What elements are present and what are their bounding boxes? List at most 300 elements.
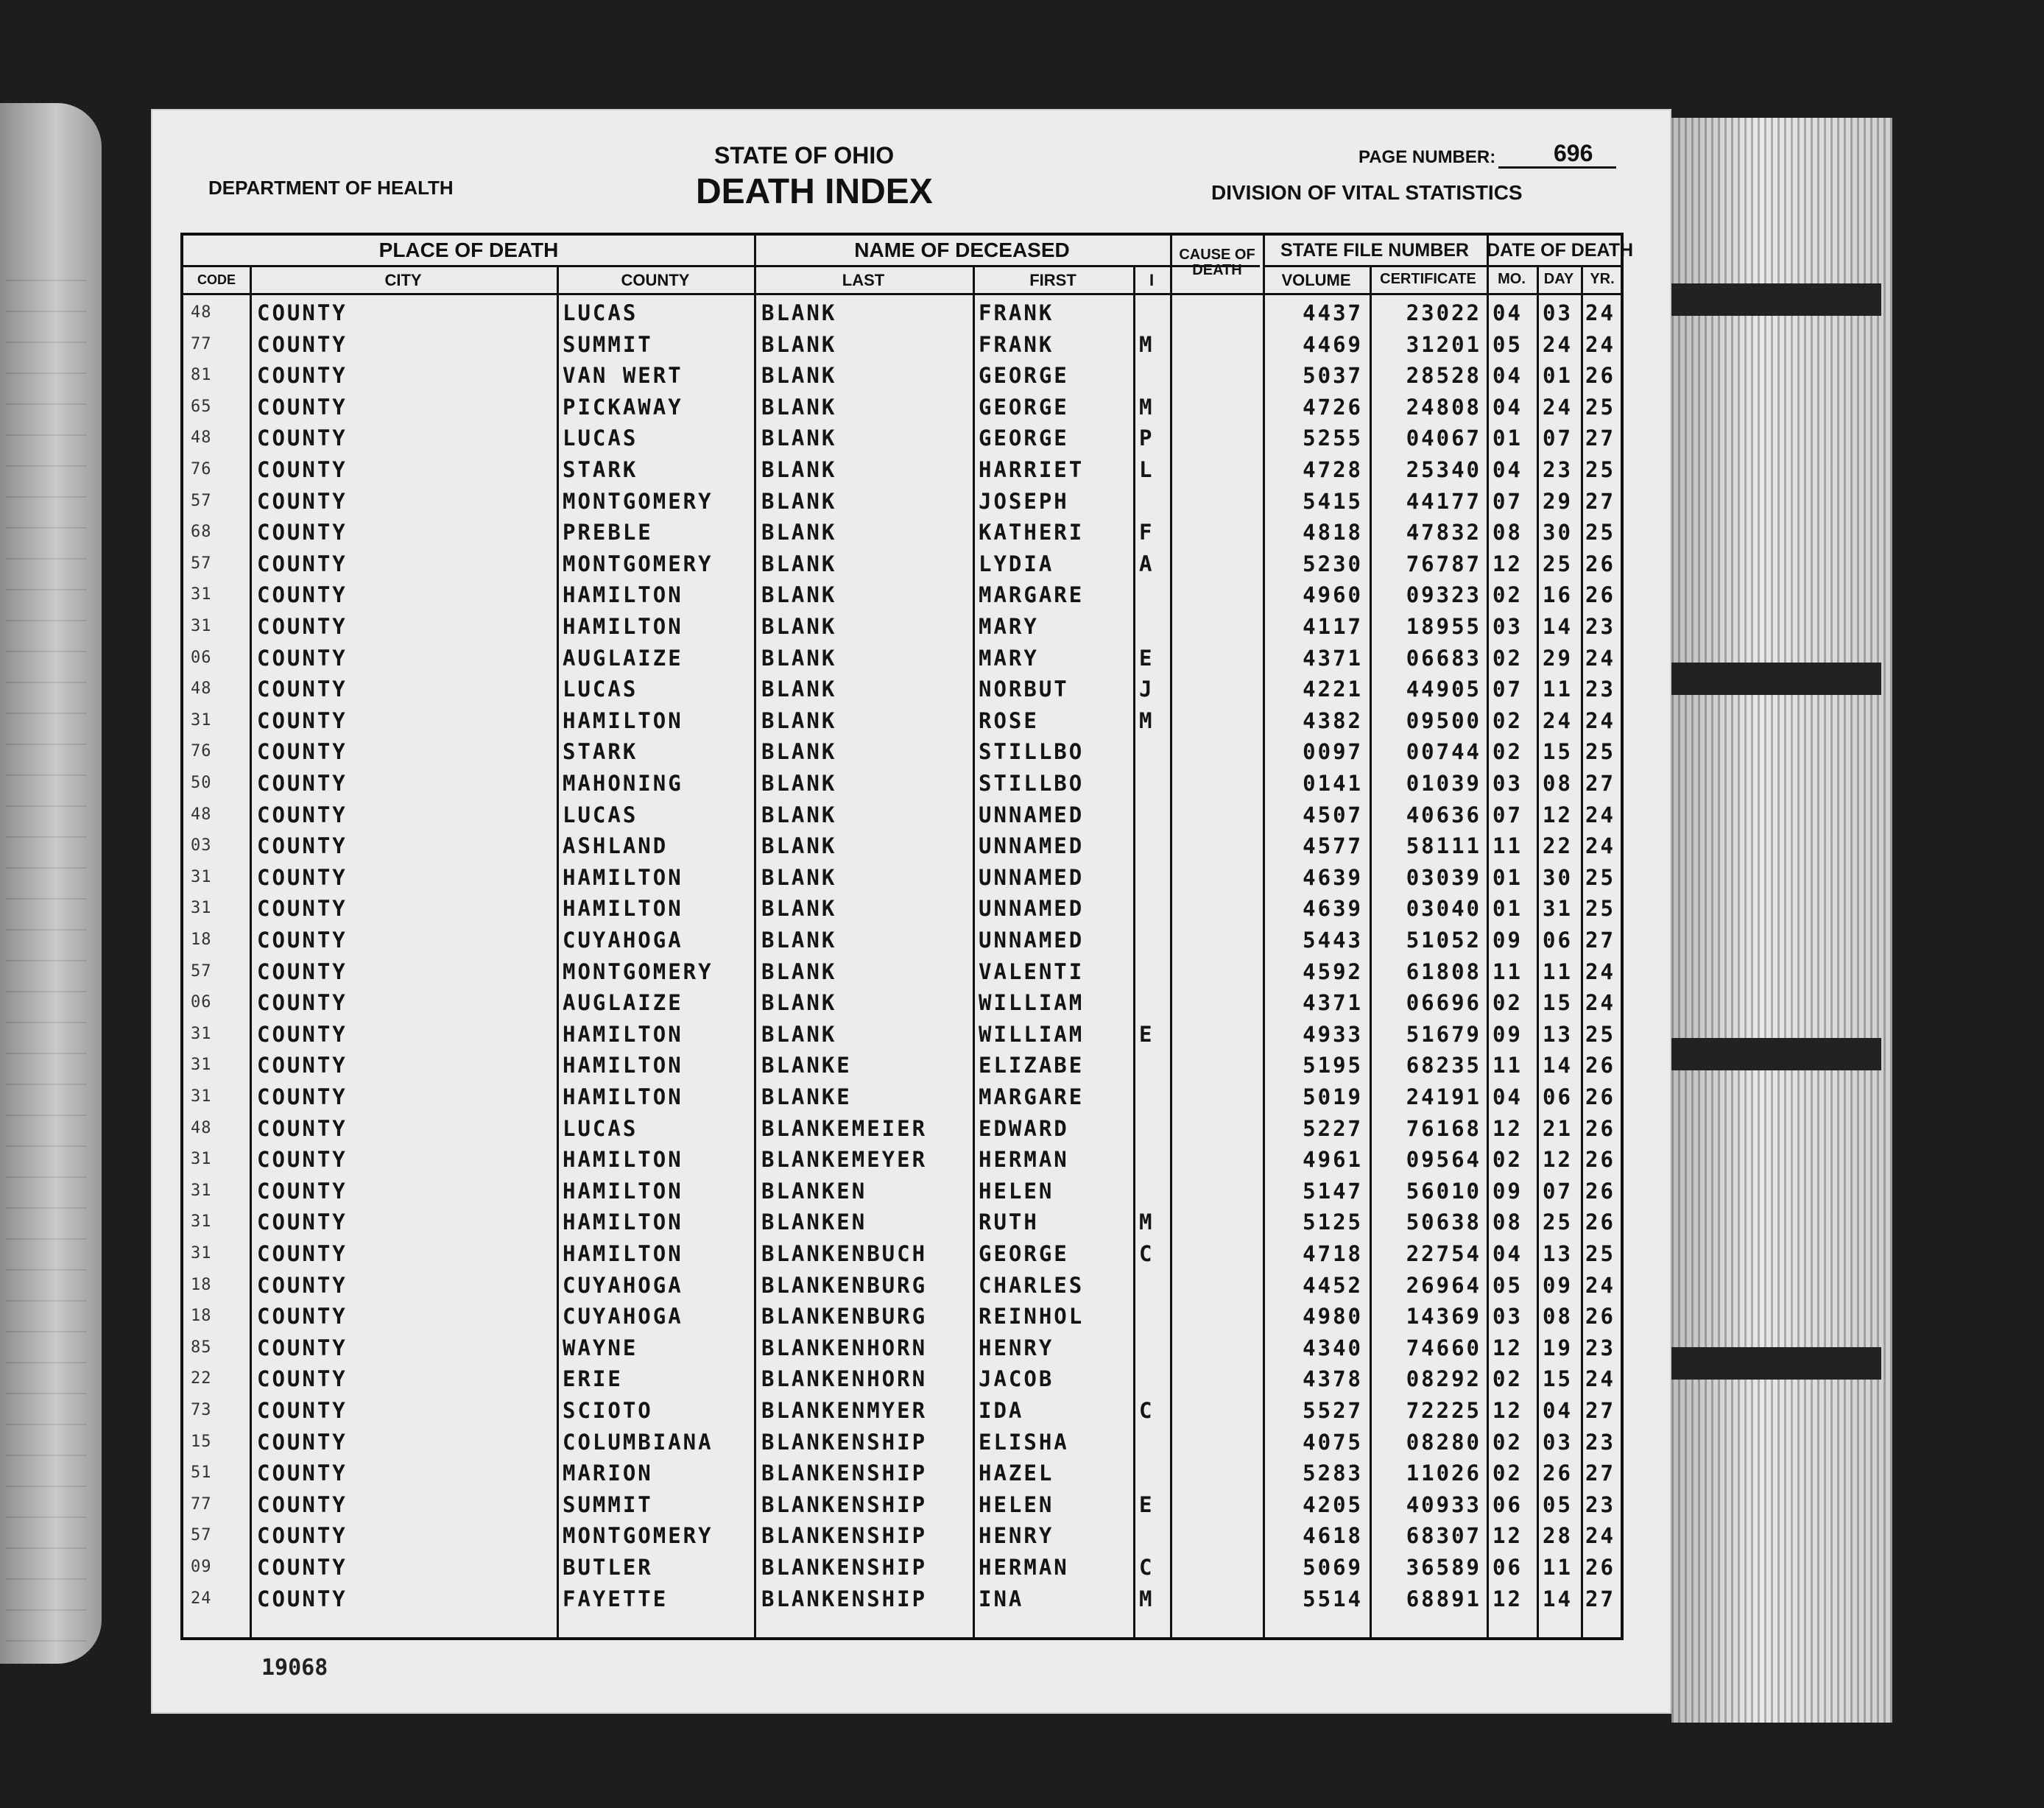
cell-first: JOSEPH [979, 488, 1069, 514]
cell-county: STARK [563, 739, 638, 765]
cell-code: 31 [191, 1087, 212, 1106]
cell-first: HERMAN [979, 1147, 1069, 1173]
cell-first: FRANK [979, 300, 1054, 325]
cell-city: COUNTY [257, 864, 348, 890]
cell-day: 04 [1543, 1398, 1573, 1423]
cell-yr: 26 [1585, 1084, 1615, 1109]
cell-certificate: 76168 [1406, 1115, 1481, 1141]
table-row [183, 1301, 1621, 1332]
cell-yr: 24 [1585, 833, 1615, 859]
cell-yr: 26 [1585, 1053, 1615, 1078]
table-row [183, 1081, 1621, 1113]
cell-day: 14 [1543, 614, 1573, 639]
cell-initial [1139, 799, 1167, 831]
cell-code: 76 [191, 460, 212, 479]
cell-city: COUNTY [257, 551, 348, 576]
cell-first: HENRY [979, 1335, 1054, 1360]
cell-mo: 12 [1493, 1398, 1523, 1423]
cell-initial: C [1139, 1241, 1155, 1266]
cell-county: FAYETTE [563, 1586, 669, 1611]
cell-code: 73 [191, 1401, 212, 1419]
cell-code: 31 [191, 585, 212, 604]
cell-code: 77 [191, 334, 212, 353]
cell-mo: 01 [1493, 425, 1523, 451]
cell-volume: 4469 [1303, 331, 1363, 357]
table-row [183, 987, 1621, 1019]
cell-certificate: 31201 [1406, 331, 1481, 357]
cell-first: UNNAMED [979, 802, 1085, 827]
table-row [183, 1019, 1621, 1050]
cell-last: BLANKEN [761, 1178, 867, 1204]
cell-certificate: 08280 [1406, 1429, 1481, 1455]
cell-certificate: 09564 [1406, 1147, 1481, 1173]
cell-code: 57 [191, 554, 212, 573]
cell-code: 31 [191, 1244, 212, 1263]
cell-certificate: 06696 [1406, 990, 1481, 1016]
cell-last: BLANKEMEYER [761, 1147, 928, 1173]
cell-volume: 5147 [1303, 1178, 1363, 1204]
page-number-label: PAGE NUMBER: [1358, 147, 1496, 167]
cell-county: MAHONING [563, 771, 683, 796]
cell-mo: 03 [1493, 614, 1523, 639]
cell-day: 24 [1543, 394, 1573, 420]
cell-initial: M [1139, 394, 1155, 420]
cell-county: MONTGOMERY [563, 551, 713, 576]
cell-city: COUNTY [257, 1272, 348, 1298]
cell-last: BLANKE [761, 1084, 852, 1109]
cell-mo: 09 [1493, 1021, 1523, 1047]
cell-code: 48 [191, 303, 212, 322]
cell-county: LUCAS [563, 425, 638, 451]
cell-first: GEORGE [979, 394, 1069, 420]
cell-day: 16 [1543, 582, 1573, 608]
cell-initial [1139, 1113, 1167, 1145]
cell-last: BLANK [761, 363, 837, 389]
cell-initial [1139, 1427, 1167, 1458]
cell-initial [1139, 1270, 1167, 1302]
cell-certificate: 23022 [1406, 300, 1481, 325]
cell-county: HAMILTON [563, 1241, 683, 1266]
cell-certificate: 56010 [1406, 1178, 1481, 1204]
cell-last: BLANK [761, 771, 837, 796]
cell-last: BLANKEN [761, 1210, 867, 1235]
cell-code: 31 [191, 1212, 212, 1232]
cell-county: LUCAS [563, 677, 638, 702]
cell-last: BLANKENSHIP [761, 1491, 928, 1517]
table-row [183, 674, 1621, 705]
cell-county: VAN WERT [563, 363, 683, 389]
cell-day: 07 [1543, 425, 1573, 451]
department-label: DEPARTMENT OF HEALTH [208, 177, 454, 199]
cell-code: 51 [191, 1463, 212, 1483]
cell-county: HAMILTON [563, 1053, 683, 1078]
cell-certificate: 00744 [1406, 739, 1481, 765]
cell-county: LUCAS [563, 802, 638, 827]
cell-last: BLANK [761, 990, 837, 1016]
cell-initial [1139, 297, 1167, 329]
cell-last: BLANKE [761, 1053, 852, 1078]
cell-last: BLANKENSHIP [761, 1461, 928, 1486]
cell-county: CUYAHOGA [563, 1304, 683, 1329]
cell-county: CUYAHOGA [563, 928, 683, 953]
cell-day: 11 [1543, 1555, 1573, 1580]
cell-certificate: 09323 [1406, 582, 1481, 608]
cell-county: MARION [563, 1461, 653, 1486]
cell-day: 22 [1543, 833, 1573, 859]
cell-yr: 23 [1585, 1335, 1615, 1360]
cell-first: MARY [979, 645, 1039, 671]
cell-first: HELEN [979, 1491, 1054, 1517]
cell-last: BLANK [761, 394, 837, 420]
cell-code: 18 [191, 1307, 212, 1326]
cell-yr: 23 [1585, 677, 1615, 702]
cell-volume: 4117 [1303, 614, 1363, 639]
cell-yr: 24 [1585, 645, 1615, 671]
cell-initial [1139, 1458, 1167, 1489]
table-row [183, 768, 1621, 799]
cell-last: BLANK [761, 425, 837, 451]
cell-mo: 01 [1493, 896, 1523, 922]
cell-certificate: 24191 [1406, 1084, 1481, 1109]
cell-day: 26 [1543, 1461, 1573, 1486]
first-name-column-header: FIRST [1029, 271, 1076, 289]
cell-last: BLANK [761, 457, 837, 482]
page-tab-marker [1671, 1347, 1881, 1380]
cell-yr: 24 [1585, 958, 1615, 984]
cell-day: 01 [1543, 363, 1573, 389]
cell-yr: 25 [1585, 457, 1615, 482]
cell-mo: 07 [1493, 677, 1523, 702]
cell-day: 15 [1543, 1366, 1573, 1392]
cell-city: COUNTY [257, 990, 348, 1016]
cell-code: 48 [191, 428, 212, 448]
cell-certificate: 03040 [1406, 896, 1481, 922]
cell-initial [1139, 1301, 1167, 1332]
cell-first: STILLBO [979, 739, 1085, 765]
cell-initial [1139, 611, 1167, 643]
cell-initial: M [1139, 1586, 1155, 1611]
cell-day: 31 [1543, 896, 1573, 922]
cell-last: BLANK [761, 707, 837, 733]
cell-county: HAMILTON [563, 614, 683, 639]
cell-mo: 08 [1493, 520, 1523, 545]
cell-code: 81 [191, 366, 212, 385]
cell-last: BLANK [761, 488, 837, 514]
cell-code: 18 [191, 1275, 212, 1294]
cell-day: 06 [1543, 928, 1573, 953]
table-row [183, 579, 1621, 611]
cell-code: 48 [191, 805, 212, 824]
cell-initial [1139, 1081, 1167, 1113]
cell-last: BLANK [761, 645, 837, 671]
cause-of-death-header: CAUSE OF DEATH [1179, 247, 1255, 278]
cell-last: BLANK [761, 739, 837, 765]
cell-mo: 11 [1493, 1053, 1523, 1078]
cell-yr: 26 [1585, 551, 1615, 576]
table-row [183, 925, 1621, 956]
cell-city: COUNTY [257, 833, 348, 859]
cell-last: BLANK [761, 958, 837, 984]
cell-code: 57 [191, 491, 212, 510]
cell-mo: 12 [1493, 1335, 1523, 1360]
cell-city: COUNTY [257, 707, 348, 733]
table-row [183, 1363, 1621, 1395]
cell-initial [1139, 768, 1167, 799]
cell-mo: 02 [1493, 582, 1523, 608]
cell-day: 15 [1543, 739, 1573, 765]
cell-first: ELIZABE [979, 1053, 1085, 1078]
cell-volume: 0097 [1303, 739, 1363, 765]
cell-first: VALENTI [979, 958, 1085, 984]
table-row [183, 611, 1621, 643]
cell-day: 15 [1543, 990, 1573, 1016]
cell-mo: 02 [1493, 1366, 1523, 1392]
table-row [183, 1395, 1621, 1427]
cell-city: COUNTY [257, 896, 348, 922]
cell-day: 05 [1543, 1491, 1573, 1517]
cell-certificate: 51679 [1406, 1021, 1481, 1047]
cell-city: COUNTY [257, 1555, 348, 1580]
cell-initial [1139, 1144, 1167, 1176]
cell-last: BLANK [761, 300, 837, 325]
cell-yr: 27 [1585, 928, 1615, 953]
table-row [183, 830, 1621, 862]
cell-yr: 26 [1585, 1115, 1615, 1141]
cell-day: 19 [1543, 1335, 1573, 1360]
cell-certificate: 61808 [1406, 958, 1481, 984]
cell-mo: 07 [1493, 488, 1523, 514]
cell-first: UNNAMED [979, 928, 1085, 953]
county-column-header: COUNTY [621, 271, 690, 289]
cell-last: BLANKENSHIP [761, 1586, 928, 1611]
cell-certificate: 72225 [1406, 1398, 1481, 1423]
cell-volume: 5415 [1303, 488, 1363, 514]
cell-day: 21 [1543, 1115, 1573, 1141]
cell-city: COUNTY [257, 739, 348, 765]
table-row [183, 1332, 1621, 1364]
table-row [183, 1238, 1621, 1270]
cell-code: 31 [191, 1024, 212, 1043]
cell-city: COUNTY [257, 1586, 348, 1611]
cell-city: COUNTY [257, 1335, 348, 1360]
cell-city: COUNTY [257, 677, 348, 702]
cell-code: 31 [191, 1181, 212, 1200]
cell-first: REINHOL [979, 1304, 1085, 1329]
cell-first: HAZEL [979, 1461, 1054, 1486]
cell-volume: 4340 [1303, 1335, 1363, 1360]
cell-certificate: 50638 [1406, 1210, 1481, 1235]
cell-code: 65 [191, 397, 212, 416]
table-row [183, 1458, 1621, 1489]
cell-day: 24 [1543, 331, 1573, 357]
cell-city: COUNTY [257, 1398, 348, 1423]
death-index-table [180, 233, 1634, 1640]
cell-yr: 25 [1585, 1021, 1615, 1047]
cell-yr: 27 [1585, 425, 1615, 451]
cell-code: 57 [191, 1526, 212, 1545]
cell-volume: 4592 [1303, 958, 1363, 984]
cell-last: BLANK [761, 677, 837, 702]
cell-volume: 5527 [1303, 1398, 1363, 1423]
cell-city: COUNTY [257, 1178, 348, 1204]
cell-last: BLANK [761, 802, 837, 827]
cell-initial: M [1139, 331, 1155, 357]
cell-first: UNNAMED [979, 864, 1085, 890]
cell-certificate: 44905 [1406, 677, 1481, 702]
cell-county: LUCAS [563, 1115, 638, 1141]
table-row [183, 1176, 1621, 1207]
cell-code: 09 [191, 1558, 212, 1576]
cell-volume: 4728 [1303, 457, 1363, 482]
table-row [183, 1207, 1621, 1238]
cell-city: COUNTY [257, 425, 348, 451]
cell-first: NORBUT [979, 677, 1069, 702]
cell-mo: 02 [1493, 990, 1523, 1016]
cell-volume: 4221 [1303, 677, 1363, 702]
cell-certificate: 44177 [1406, 488, 1481, 514]
cell-initial: E [1139, 1021, 1155, 1047]
table-row [183, 1270, 1621, 1302]
cell-mo: 02 [1493, 1461, 1523, 1486]
cell-first: JACOB [979, 1366, 1054, 1392]
cell-mo: 02 [1493, 645, 1523, 671]
table-row [183, 454, 1621, 486]
cell-first: HARRIET [979, 457, 1085, 482]
cell-mo: 12 [1493, 1586, 1523, 1611]
cell-volume: 4382 [1303, 707, 1363, 733]
cell-first: ELISHA [979, 1429, 1069, 1455]
cell-volume: 4639 [1303, 864, 1363, 890]
cell-county: HAMILTON [563, 1210, 683, 1235]
cell-certificate: 14369 [1406, 1304, 1481, 1329]
cell-city: COUNTY [257, 582, 348, 608]
index-page [151, 109, 1671, 1714]
day-column-header: DAY [1543, 271, 1574, 287]
cell-last: BLANK [761, 520, 837, 545]
cell-city: COUNTY [257, 1021, 348, 1047]
cell-initial [1139, 925, 1167, 956]
cell-certificate: 40933 [1406, 1491, 1481, 1517]
cell-last: BLANK [761, 833, 837, 859]
cell-day: 14 [1543, 1586, 1573, 1611]
cell-mo: 09 [1493, 1178, 1523, 1204]
cell-first: HELEN [979, 1178, 1054, 1204]
cell-initial [1139, 360, 1167, 392]
cell-yr: 25 [1585, 520, 1615, 545]
page-tab-marker [1671, 663, 1881, 695]
cell-county: HAMILTON [563, 582, 683, 608]
cell-yr: 23 [1585, 614, 1615, 639]
cell-last: BLANKENBUCH [761, 1241, 928, 1266]
cell-mo: 02 [1493, 1429, 1523, 1455]
cell-mo: 04 [1493, 363, 1523, 389]
cell-initial [1139, 736, 1167, 768]
cell-last: BLANK [761, 614, 837, 639]
cell-code: 48 [191, 1118, 212, 1137]
cell-last: BLANKENSHIP [761, 1555, 928, 1580]
cell-certificate: 06683 [1406, 645, 1481, 671]
cell-certificate: 68891 [1406, 1586, 1481, 1611]
table-row [183, 736, 1621, 768]
left-page-edge [0, 103, 102, 1664]
cell-mo: 05 [1493, 1272, 1523, 1298]
cell-volume: 4577 [1303, 833, 1363, 859]
cell-city: COUNTY [257, 1084, 348, 1109]
cell-city: COUNTY [257, 802, 348, 827]
table-row [183, 1144, 1621, 1176]
cell-city: COUNTY [257, 1210, 348, 1235]
cell-code: 31 [191, 899, 212, 918]
cell-mo: 04 [1493, 394, 1523, 420]
cell-code: 06 [191, 648, 212, 667]
cell-first: GEORGE [979, 1241, 1069, 1266]
year-column-header: YR. [1590, 271, 1615, 287]
cell-certificate: 18955 [1406, 614, 1481, 639]
cell-code: 31 [191, 1056, 212, 1075]
certificate-column-header: CERTIFICATE [1380, 271, 1476, 287]
cell-code: 03 [191, 836, 212, 855]
cell-code: 31 [191, 710, 212, 730]
cell-last: BLANKENHORN [761, 1335, 928, 1360]
cell-certificate: 01039 [1406, 771, 1481, 796]
cell-city: COUNTY [257, 928, 348, 953]
cell-first: FRANK [979, 331, 1054, 357]
cell-first: MARGARE [979, 582, 1085, 608]
cell-first: EDWARD [979, 1115, 1069, 1141]
table-row [183, 1489, 1621, 1521]
cell-day: 25 [1543, 551, 1573, 576]
cell-mo: 12 [1493, 551, 1523, 576]
cell-certificate: 09500 [1406, 707, 1481, 733]
cell-yr: 24 [1585, 1272, 1615, 1298]
book-page-edge [1671, 118, 1892, 1723]
cell-code: 24 [191, 1589, 212, 1608]
cell-county: PREBLE [563, 520, 653, 545]
cell-initial [1139, 1050, 1167, 1081]
cell-mo: 04 [1493, 300, 1523, 325]
cell-day: 23 [1543, 457, 1573, 482]
cell-day: 25 [1543, 1210, 1573, 1235]
cell-county: SUMMIT [563, 1491, 653, 1517]
cell-initial [1139, 956, 1167, 988]
cell-initial: F [1139, 520, 1155, 545]
cell-city: COUNTY [257, 457, 348, 482]
cell-certificate: 22754 [1406, 1241, 1481, 1266]
cell-yr: 27 [1585, 771, 1615, 796]
cell-day: 03 [1543, 1429, 1573, 1455]
cell-initial: E [1139, 1491, 1155, 1517]
cell-yr: 25 [1585, 394, 1615, 420]
cell-yr: 26 [1585, 1555, 1615, 1580]
cell-last: BLANK [761, 582, 837, 608]
cell-city: COUNTY [257, 300, 348, 325]
table-row [183, 1552, 1621, 1583]
cell-yr: 26 [1585, 582, 1615, 608]
cell-last: BLANK [761, 928, 837, 953]
cell-mo: 03 [1493, 771, 1523, 796]
cell-day: 08 [1543, 771, 1573, 796]
cell-city: COUNTY [257, 1053, 348, 1078]
cell-certificate: 03039 [1406, 864, 1481, 890]
cell-county: AUGLAIZE [563, 990, 683, 1016]
cell-code: 68 [191, 523, 212, 542]
cell-certificate: 11026 [1406, 1461, 1481, 1486]
cell-code: 76 [191, 742, 212, 761]
cell-certificate: 36589 [1406, 1555, 1481, 1580]
cell-city: COUNTY [257, 645, 348, 671]
cell-volume: 4639 [1303, 896, 1363, 922]
cell-yr: 24 [1585, 331, 1615, 357]
